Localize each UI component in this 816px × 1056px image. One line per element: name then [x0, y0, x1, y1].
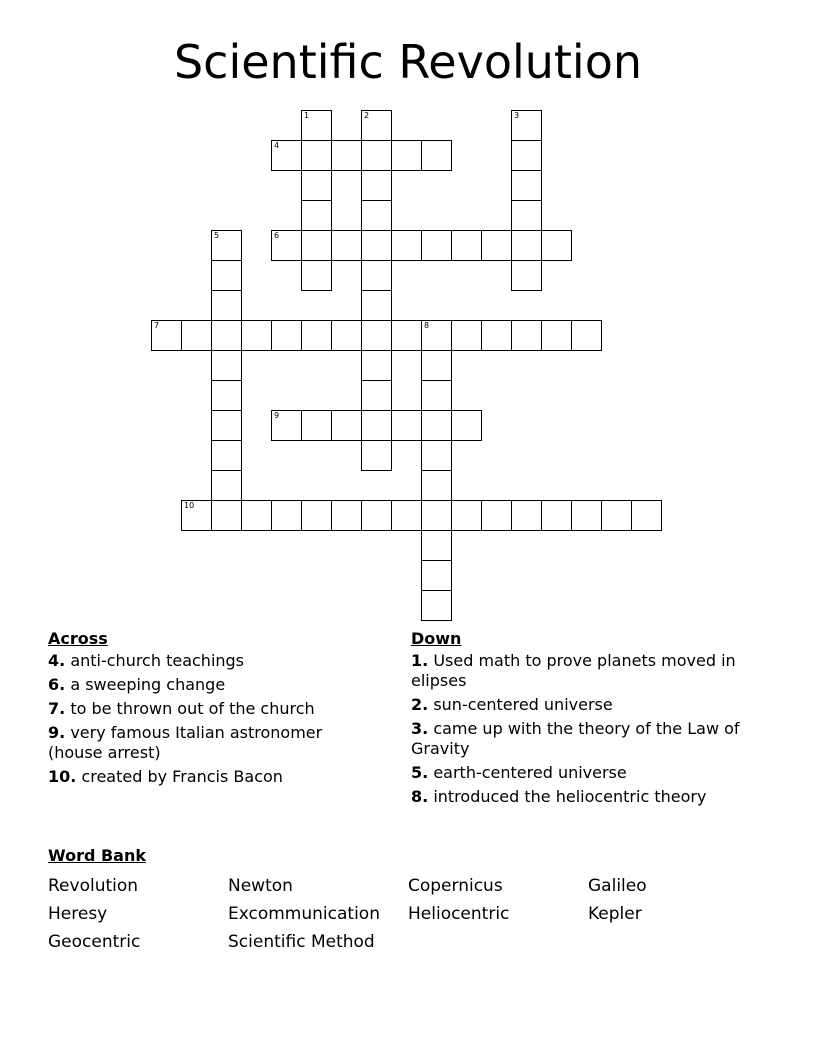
- crossword-cell[interactable]: [241, 320, 272, 351]
- cell-number: 9: [274, 411, 280, 420]
- crossword-cell[interactable]: [511, 320, 542, 351]
- crossword-cell[interactable]: [421, 410, 452, 441]
- cell-number: 8: [424, 321, 430, 330]
- crossword-cell[interactable]: [421, 470, 452, 501]
- crossword-cell[interactable]: [481, 320, 512, 351]
- cell-number: 6: [274, 231, 280, 240]
- crossword-cell[interactable]: [211, 350, 242, 381]
- clue-number: 6.: [48, 675, 66, 694]
- crossword-cell[interactable]: [211, 230, 242, 261]
- crossword-cell[interactable]: [211, 410, 242, 441]
- crossword-cell[interactable]: [421, 560, 452, 591]
- crossword-cell[interactable]: [391, 140, 422, 171]
- word-bank-item: Kepler: [588, 904, 642, 924]
- down-heading: Down: [411, 629, 462, 648]
- clue-down-2: [411, 695, 761, 715]
- cell-number: 1: [304, 111, 310, 120]
- crossword-cell[interactable]: [361, 380, 392, 411]
- crossword-cell[interactable]: [541, 500, 572, 531]
- crossword-cell[interactable]: [511, 260, 542, 291]
- crossword-cell[interactable]: [451, 230, 482, 261]
- cell-number: 2: [364, 111, 370, 120]
- crossword-cell[interactable]: [511, 230, 542, 261]
- crossword-cell[interactable]: [511, 500, 542, 531]
- crossword-cell[interactable]: [301, 260, 332, 291]
- word-bank-item: Scientific Method: [228, 932, 375, 952]
- crossword-cell[interactable]: [271, 140, 302, 171]
- crossword-cell[interactable]: [421, 500, 452, 531]
- clue-number: 1.: [411, 651, 429, 670]
- crossword-cell[interactable]: [211, 290, 242, 321]
- word-bank-item: Heliocentric: [408, 904, 510, 924]
- crossword-cell[interactable]: [361, 410, 392, 441]
- crossword-cell[interactable]: [421, 590, 452, 621]
- clue-text: a sweeping change: [70, 675, 226, 694]
- clue-across-10: [48, 767, 368, 787]
- crossword-cell[interactable]: [331, 140, 362, 171]
- crossword-cell[interactable]: [571, 500, 602, 531]
- clue-number: 7.: [48, 699, 66, 718]
- crossword-cell[interactable]: [391, 500, 422, 531]
- crossword-cell[interactable]: [511, 110, 542, 141]
- clue-across-7: [48, 699, 368, 719]
- crossword-cell[interactable]: [391, 410, 422, 441]
- crossword-cell[interactable]: [211, 440, 242, 471]
- page-title: Scientific Revolution: [173, 35, 643, 89]
- crossword-cell[interactable]: [511, 170, 542, 201]
- clue-down-1: [411, 651, 761, 691]
- crossword-cell[interactable]: [361, 500, 392, 531]
- clue-text: created by Francis Bacon: [81, 767, 283, 786]
- clue-number: 5.: [411, 763, 429, 782]
- crossword-cell[interactable]: [601, 500, 632, 531]
- crossword-cell[interactable]: [361, 170, 392, 201]
- clue-number: 3.: [411, 719, 429, 738]
- crossword-cell[interactable]: [361, 290, 392, 321]
- crossword-cell[interactable]: [181, 320, 212, 351]
- cell-number: 3: [514, 111, 520, 120]
- crossword-cell[interactable]: [451, 500, 482, 531]
- word-bank-item: Copernicus: [408, 876, 503, 896]
- crossword-cell[interactable]: [211, 500, 242, 531]
- crossword-cell[interactable]: [361, 110, 392, 141]
- clue-down-3: [411, 719, 761, 759]
- crossword-cell[interactable]: [361, 440, 392, 471]
- crossword-cell[interactable]: [211, 470, 242, 501]
- across-clues: [48, 629, 368, 791]
- cell-number: 4: [274, 141, 280, 150]
- word-bank-item: Newton: [228, 876, 293, 896]
- crossword-cell[interactable]: [301, 110, 332, 141]
- clue-number: 9.: [48, 723, 66, 742]
- crossword-cell[interactable]: [361, 140, 392, 171]
- crossword-cell[interactable]: [481, 230, 512, 261]
- cell-number: 10: [184, 501, 195, 510]
- crossword-cell[interactable]: [331, 230, 362, 261]
- word-bank-item: Galileo: [588, 876, 647, 896]
- crossword-cell[interactable]: [421, 140, 452, 171]
- clue-across-9: [48, 723, 368, 763]
- clue-text: sun-centered universe: [433, 695, 613, 714]
- crossword-cell[interactable]: [301, 500, 332, 531]
- crossword-cell[interactable]: [421, 320, 452, 351]
- word-bank-item: Excommunication: [228, 904, 380, 924]
- crossword-cell[interactable]: [511, 200, 542, 231]
- crossword-cell[interactable]: [481, 500, 512, 531]
- clue-text: came up with the theory of the Law of Gravity: [411, 719, 740, 758]
- clue-number: 4.: [48, 651, 66, 670]
- clue-across-4: [48, 651, 368, 671]
- clue-number: 8.: [411, 787, 429, 806]
- crossword-cell[interactable]: [451, 320, 482, 351]
- crossword-cell[interactable]: [241, 500, 272, 531]
- crossword-cell[interactable]: [631, 500, 662, 531]
- crossword-cell[interactable]: [181, 500, 212, 531]
- crossword-cell[interactable]: [361, 260, 392, 291]
- crossword-cell[interactable]: [271, 230, 302, 261]
- crossword-cell[interactable]: [541, 320, 572, 351]
- clue-across-6: [48, 675, 368, 695]
- clue-text: very famous Italian astronomer (house arrest): [48, 723, 323, 762]
- crossword-cell[interactable]: [361, 350, 392, 381]
- clue-down-5: [411, 763, 761, 783]
- crossword-cell[interactable]: [331, 500, 362, 531]
- crossword-cell[interactable]: [301, 230, 332, 261]
- crossword-cell[interactable]: [211, 260, 242, 291]
- clue-text: Used math to prove planets moved in elipses: [411, 651, 736, 690]
- crossword-cell[interactable]: [211, 380, 242, 411]
- crossword-cell[interactable]: [301, 410, 332, 441]
- crossword-cell[interactable]: [301, 140, 332, 171]
- crossword-cell[interactable]: [211, 320, 242, 351]
- down-clues: [411, 629, 761, 811]
- crossword-cell[interactable]: [271, 500, 302, 531]
- clue-text: to be thrown out of the church: [70, 699, 315, 718]
- word-bank-heading: Word Bank: [48, 846, 147, 865]
- crossword-cell[interactable]: [271, 410, 302, 441]
- cell-number: 7: [154, 321, 160, 330]
- across-heading: Across: [48, 629, 108, 648]
- crossword-cell[interactable]: [331, 320, 362, 351]
- clue-down-8: [411, 787, 761, 807]
- crossword-cell[interactable]: [361, 230, 392, 261]
- clue-number: 2.: [411, 695, 429, 714]
- word-bank-item: Heresy: [48, 904, 108, 924]
- crossword-cell[interactable]: [391, 230, 422, 261]
- crossword-cell[interactable]: [511, 140, 542, 171]
- crossword-cell[interactable]: [331, 410, 362, 441]
- clue-text: anti-church teachings: [70, 651, 245, 670]
- cell-number: 5: [214, 231, 220, 240]
- crossword-cell[interactable]: [301, 320, 332, 351]
- clue-number: 10.: [48, 767, 77, 786]
- word-bank-item: Revolution: [48, 876, 139, 896]
- crossword-cell[interactable]: [421, 530, 452, 561]
- crossword-cell[interactable]: [151, 320, 182, 351]
- crossword-cell[interactable]: [421, 230, 452, 261]
- crossword-cell[interactable]: [451, 410, 482, 441]
- crossword-cell[interactable]: [421, 380, 452, 411]
- crossword-cell[interactable]: [301, 200, 332, 231]
- crossword-cell[interactable]: [391, 320, 422, 351]
- crossword-cell[interactable]: [421, 440, 452, 471]
- crossword-cell[interactable]: [361, 320, 392, 351]
- crossword-cell[interactable]: [541, 230, 572, 261]
- clue-text: introduced the heliocentric theory: [433, 787, 707, 806]
- crossword-cell[interactable]: [571, 320, 602, 351]
- crossword-cell[interactable]: [421, 350, 452, 381]
- crossword-cell[interactable]: [301, 170, 332, 201]
- word-bank-item: Geocentric: [48, 932, 141, 952]
- crossword-cell[interactable]: [271, 320, 302, 351]
- clue-text: earth-centered universe: [433, 763, 627, 782]
- crossword-cell[interactable]: [361, 200, 392, 231]
